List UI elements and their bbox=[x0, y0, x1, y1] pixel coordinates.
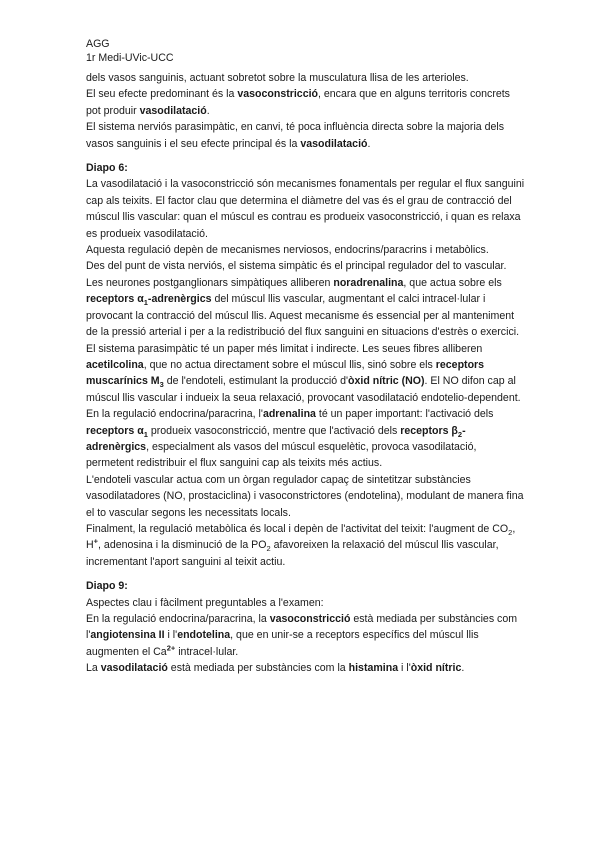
diapo6-section bbox=[86, 160, 526, 570]
diapo6-paragraph-5: En la regulació endocrina/paracrina, l'adrenalina té un paper important: l'activació dels receptors $\alpha_1$ produeix vasoconstricció, mentre que l'activació dels receptors $\beta_2$-adrenèrgics, especialment als vasos del múscul esquelètic, provoca vasodilatació, permetent redistribuir el flux sanguini cap als teixits més actius. bbox=[86, 408, 494, 470]
document-header bbox=[86, 37, 526, 65]
diapo6-paragraph-7: Finalment, la regulació metabòlica és local i depèn de l'activitat del teixit: l'augment de $CO_2$, H+, adenosina i la disminució de la $PO_2$ afavoreixen la relaxació del múscul llis vascular, incrementant l'aport sanguini al teixit actiu. bbox=[86, 522, 516, 568]
diapo6-heading: Diapo 6: bbox=[86, 162, 128, 175]
intro-paragraph-2: El seu efecte predominant és la vasoconstricció, encara que en alguns territoris concrets pot produir vasodilatació. bbox=[86, 88, 510, 117]
diapo6-paragraph-4: El sistema parasimpàtic té un paper més limitat i indirecte. Les seues fibres alliberen acetilcolina, que no actua directament sobre el múscul llis, sinó sobre els receptors muscarínics $M_3$ de l'endoteli, estimulant la producció d'òxid nítric (NO). El NO difon cap al múscul llis vascular i indueix la seua relaxació, provocant vasodilatació endotelio-dependent. bbox=[86, 342, 521, 404]
document-page bbox=[86, 37, 526, 677]
diapo9-paragraph-1: Aspectes clau i fàcilment preguntables a l'examen: bbox=[86, 596, 324, 609]
diapo6-paragraph-1: La vasodilatació i la vasoconstricció són mecanismes fonamentals per regular el flux sanguini cap als teixits. El factor clau que determina el diàmetre del vas és el grau de contracció del múscul llis vascular: quan el múscul es contrau es produeix vasoconstricció, i quan es relaxa es produeix vasodilatació. bbox=[86, 178, 525, 240]
diapo6-paragraph-2: Aquesta regulació depèn de mecanismes nerviosos, endocrins/paracrins i metabòlics. bbox=[86, 244, 489, 257]
diapo6-paragraph-6: L'endoteli vascular actua com un òrgan regulador capaç de sintetitzar substàncies vasodilatadores (NO, prostaciclina) i vasoconstrictores (endotelina), modulant de manera fina el to vascular segons les necessitats locals. bbox=[86, 473, 524, 519]
intro-paragraph-1: dels vasos sanguinis, actuant sobretot sobre la musculatura llisa de les arterioles. bbox=[86, 72, 469, 84]
diapo9-paragraph-3: La vasodilatació està mediada per substàncies com la histamina i l'òxid nítric. bbox=[86, 662, 465, 675]
diapo9-paragraph-2: En la regulació endocrina/paracrina, la vasoconstricció està mediada per substàncies com l'angiotensina II i l'endotelina, que en unir-se a receptors específics del múscul llis augmenten el $Ca^{2+}$ intracel·lular. bbox=[86, 613, 518, 658]
header-course: 1r Medi-UVic-UCC bbox=[86, 52, 174, 64]
intro-paragraph-3: El sistema nerviós parasimpàtic, en canvi, té poca influència directa sobre la majoria dels vasos sanguinis i el seu efecte principal és la vasodilatació. bbox=[86, 121, 505, 150]
header-author: AGG bbox=[86, 38, 110, 50]
intro-section bbox=[86, 70, 526, 152]
diapo9-section bbox=[86, 578, 526, 676]
diapo6-paragraph-3: Des del punt de vista nerviós, el sistema simpàtic és el principal regulador del to vascular. Les neurones postganglionars simpàtiques alliberen noradrenalina, que actua sobre els receptors $\alpha_1$-adrenèrgics del múscul llis vascular, augmentant el calci intracel·lular i provocant la contracció del múscul llis. Aquest mecanisme és essencial per al manteniment de la pressió arterial i per a la redistribució del flux sanguini en situacions d'estrès o exercici. bbox=[86, 260, 520, 339]
diapo9-heading: Diapo 9: bbox=[86, 580, 128, 593]
